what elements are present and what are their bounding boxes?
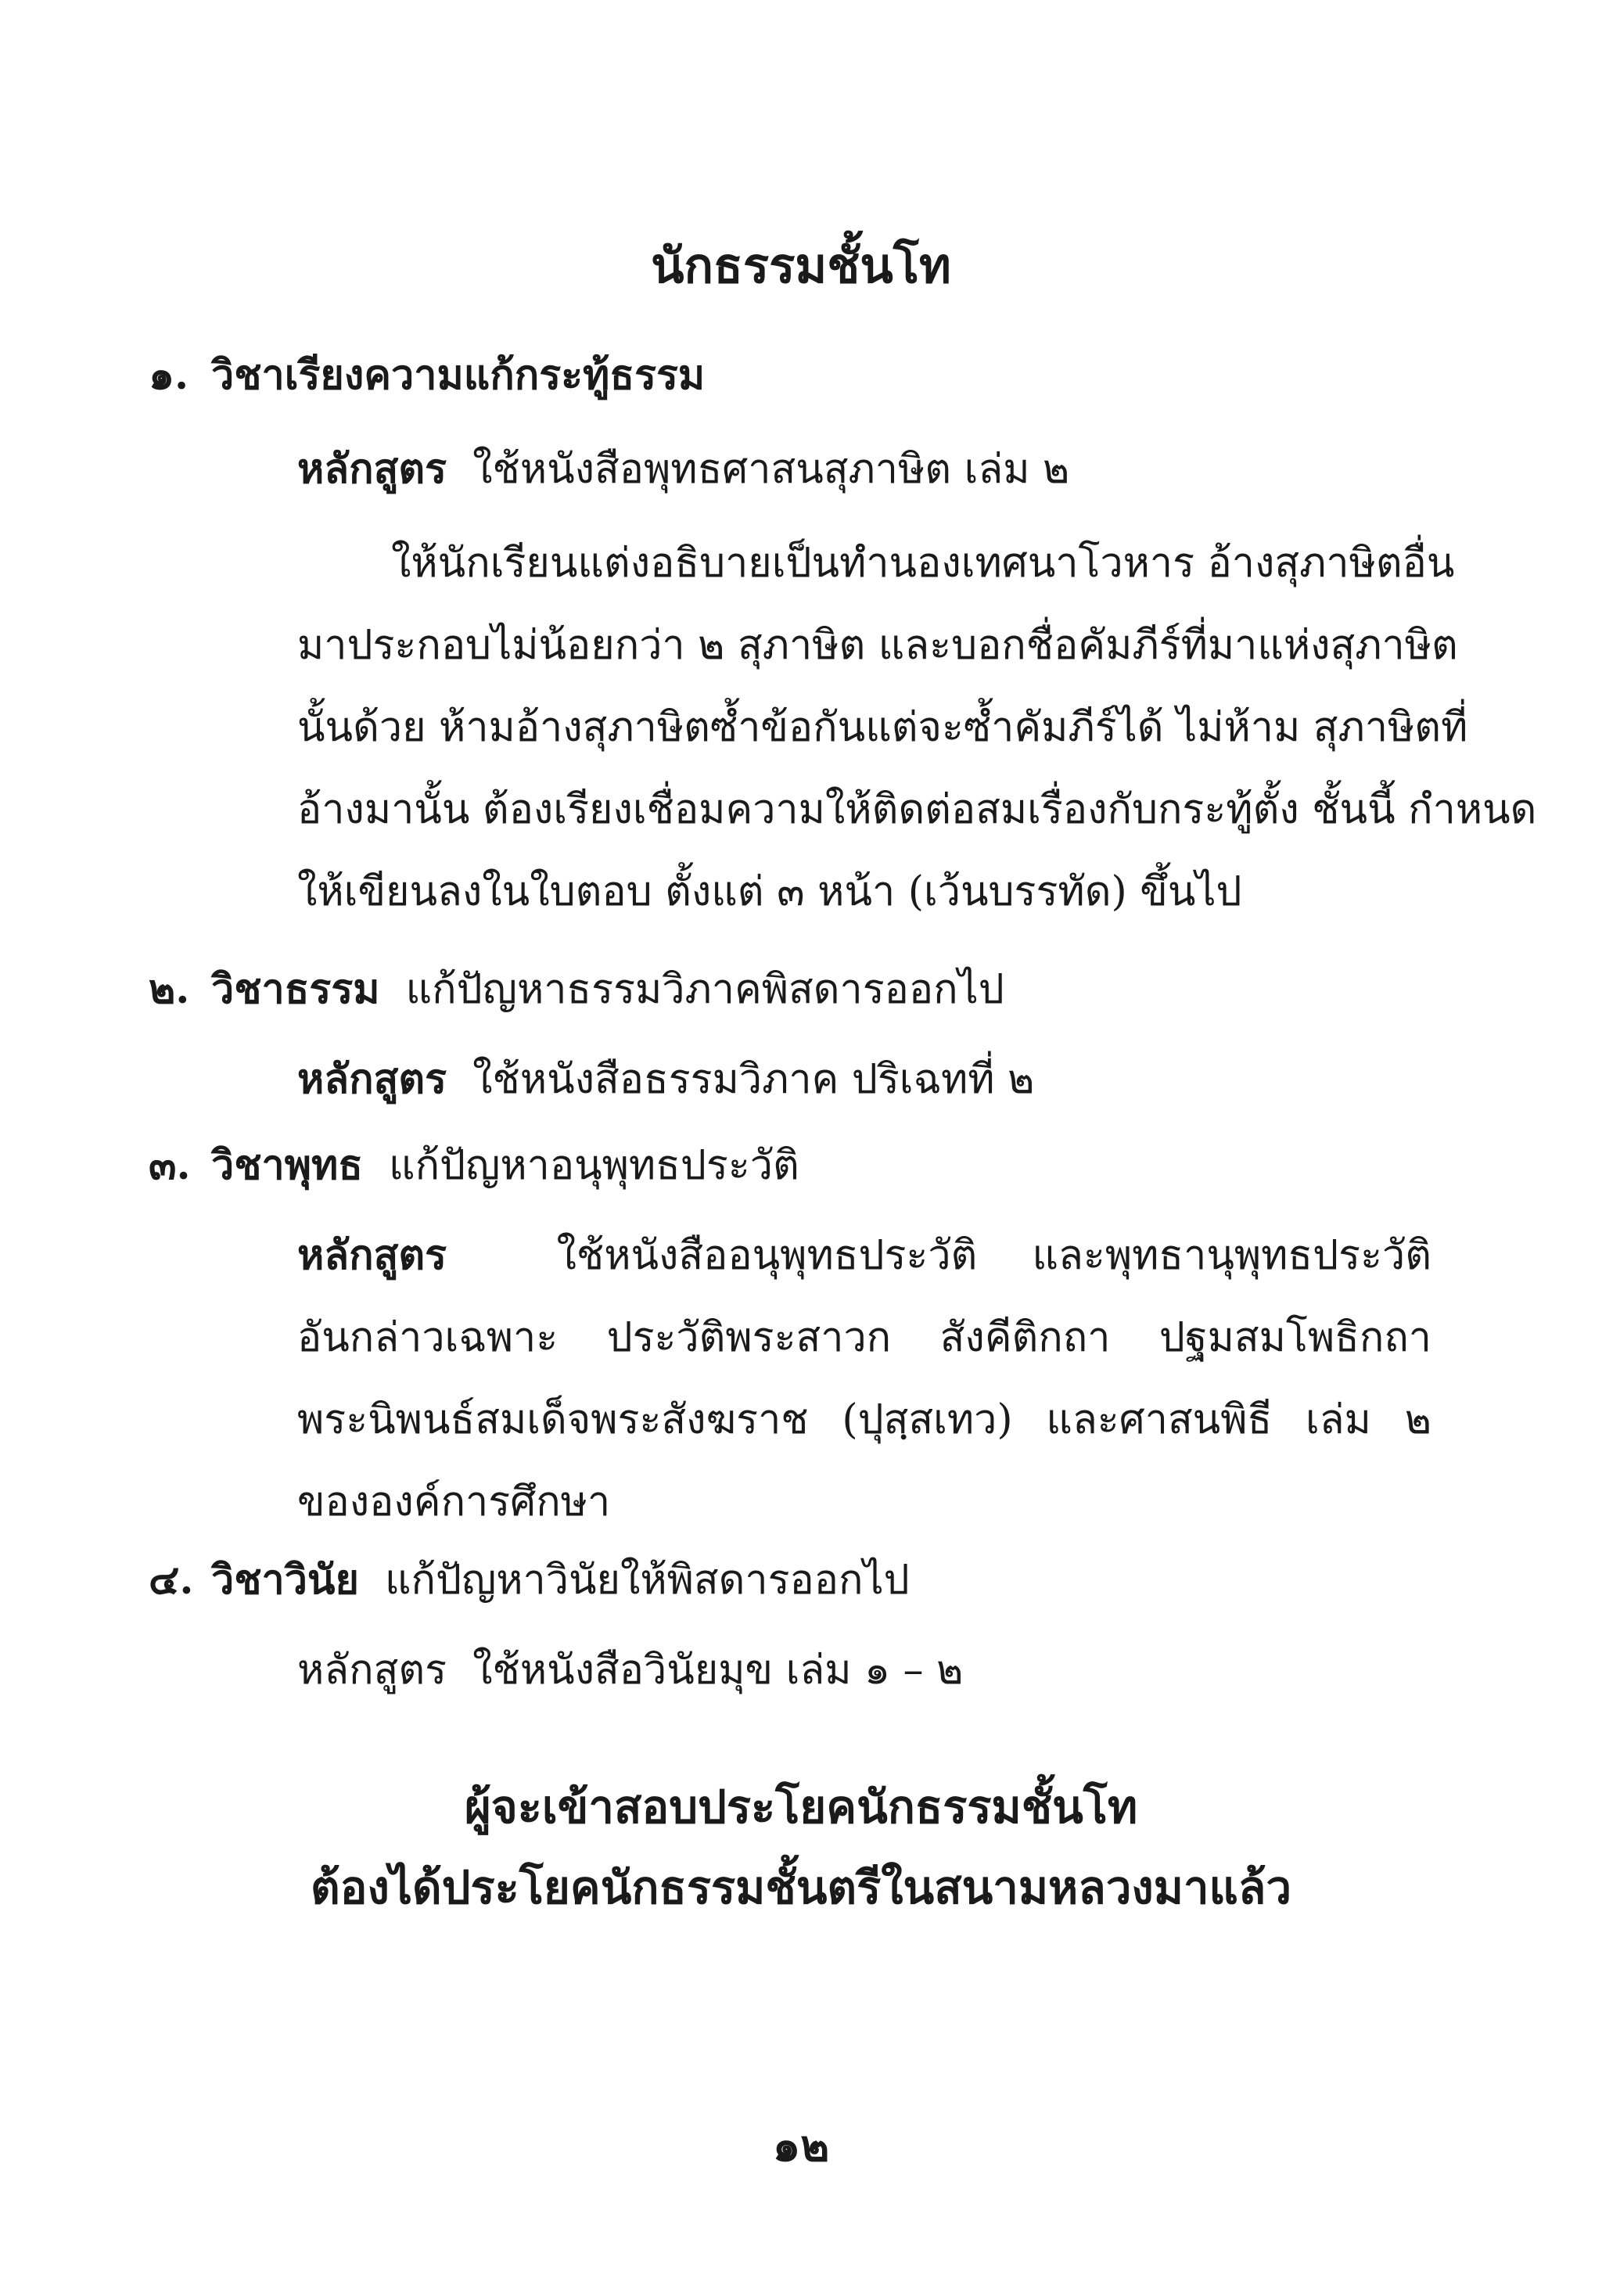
section-subject: วิชาพุทธ bbox=[211, 1141, 363, 1189]
section-1-body-line: มาประกอบไม่น้อยกว่า ๒ สุภาษิต และบอกชื่อคัมภีร์ที่มาแห่งสุภาษิต bbox=[297, 622, 1458, 669]
section-2-heading bbox=[149, 962, 1004, 1017]
section-3-course-line: พระนิพนธ์สมเด็จพระสังฆราช (ปุสฺสเทว) และศาสนพิธี เล่ม ๒ bbox=[297, 1396, 1431, 1443]
section-4-heading bbox=[149, 1553, 910, 1608]
course-text: ใช้หนังสือธรรมวิภาค ปริเฉทที่ ๒ bbox=[472, 1056, 1035, 1103]
section-subject: วิชาวินัย bbox=[211, 1556, 359, 1604]
section-description: แก้ปัญหาวินัยให้พิสดารออกไป bbox=[384, 1557, 910, 1604]
course-label: หลักสูตร bbox=[297, 1231, 447, 1279]
page-title: นักธรรมชั้นโท bbox=[651, 237, 951, 294]
section-number: ๔. bbox=[149, 1556, 194, 1604]
section-1-course bbox=[297, 442, 1069, 497]
section-3-course bbox=[297, 1228, 1431, 1283]
section-1-body-line: ให้เขียนลงในใบตอบ ตั้งแต่ ๓ หน้า (เว้นบรรทัด) ขึ้นไป bbox=[297, 868, 1242, 915]
section-description: แก้ปัญหาอนุพุทธประวัติ bbox=[389, 1142, 799, 1189]
course-text: ใช้หนังสือวินัยมุข เล่ม ๑ – ๒ bbox=[472, 1647, 964, 1694]
section-description: แก้ปัญหาธรรมวิภาคพิสดารออกไป bbox=[405, 966, 1004, 1013]
section-subject: วิชาธรรม bbox=[211, 965, 380, 1013]
section-1-body-line: นั้นด้วย ห้ามอ้างสุภาษิตซ้ำข้อกันแต่จะซ้ำคัมภีร์ได้ ไม่ห้าม สุภาษิตที่ bbox=[297, 704, 1468, 751]
section-2-course bbox=[297, 1052, 1034, 1107]
course-text: ใช้หนังสืออนุพุทธประวัติ และพุทธานุพุทธประวัติ bbox=[556, 1232, 1432, 1279]
section-number: ๑. bbox=[149, 351, 189, 399]
section-subject: วิชาเรียงความแก้กระทู้ธรรม bbox=[211, 351, 706, 399]
section-4-course bbox=[297, 1643, 963, 1698]
section-3-course-line: อันกล่าวเฉพาะ ประวัติพระสาวก สังคีติกถา ปฐมสมโพธิกถา bbox=[297, 1314, 1431, 1361]
section-1-body-line: อ้างมานั้น ต้องเรียงเชื่อมความให้ติดต่อสมเรื่องกับกระทู้ตั้ง ชั้นนี้ กำหนด bbox=[297, 786, 1537, 833]
section-number: ๓. bbox=[149, 1141, 191, 1189]
section-3-heading bbox=[149, 1138, 799, 1193]
section-1-heading bbox=[149, 348, 705, 403]
course-label: หลักสูตร bbox=[297, 1647, 447, 1694]
course-label: หลักสูตร bbox=[297, 1055, 447, 1103]
closing-line-1: ผู้จะเข้าสอบประโยคนักธรรมชั้นโท bbox=[464, 1780, 1138, 1834]
course-label: หลักสูตร bbox=[297, 445, 447, 493]
closing-line-2: ต้องได้ประโยคนักธรรมชั้นตรีในสนามหลวงมาแล้ว bbox=[310, 1861, 1292, 1914]
course-text: ใช้หนังสือพุทธศาสนสุภาษิต เล่ม ๒ bbox=[472, 446, 1070, 493]
page-number: ๑๒ bbox=[772, 2120, 830, 2172]
section-number: ๒. bbox=[149, 965, 190, 1013]
section-1-body-line: ให้นักเรียนแต่งอธิบายเป็นทำนองเทศนาโวหาร อ้างสุภาษิตอื่น bbox=[391, 540, 1455, 587]
section-3-course-line: ขององค์การศึกษา bbox=[297, 1479, 611, 1525]
